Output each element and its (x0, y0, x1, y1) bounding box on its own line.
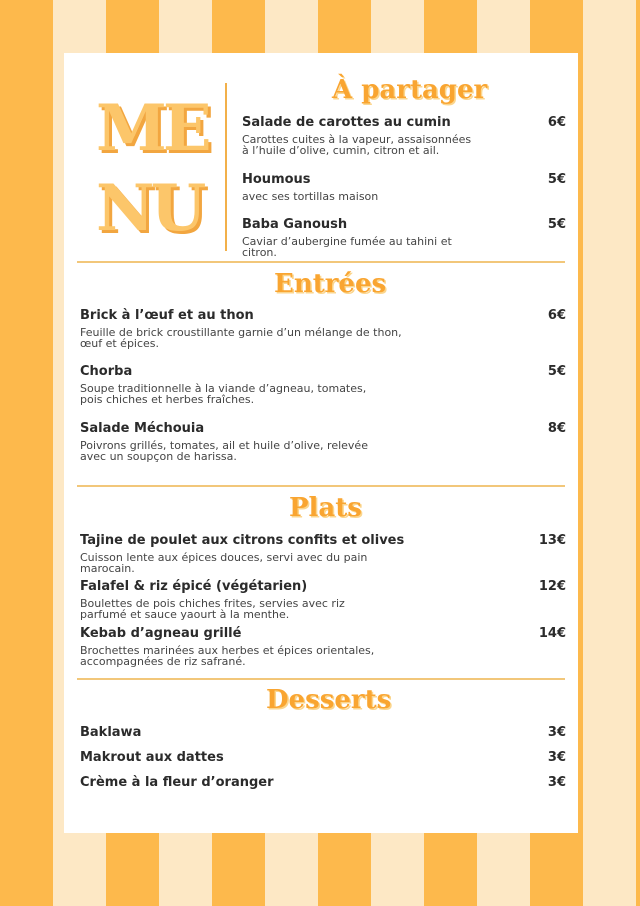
item-name: Salade de carottes au cumin (242, 115, 451, 130)
item-price: 3€ (547, 750, 566, 765)
item-description: Feuille de brick croustillante garnie d’un mélange de thon, œuf et épices. (80, 326, 402, 350)
item-name: Salade Méchouia (80, 421, 205, 436)
item-price: 14€ (538, 626, 566, 641)
item-price: 6€ (547, 308, 566, 323)
item-price: 13€ (538, 533, 566, 548)
menu-item (80, 364, 380, 405)
menu-item (80, 421, 380, 462)
logo-line-2: NU (96, 171, 203, 246)
item-price: 8€ (547, 421, 566, 436)
section-divider (77, 261, 565, 263)
menu-item (80, 725, 141, 740)
section-divider (77, 678, 565, 680)
item-description: Boulettes de pois chiches frites, servies avec riz parfumé et sauce yaourt à la menthe. (80, 597, 345, 621)
menu-item (80, 750, 224, 765)
logo-divider (225, 83, 227, 251)
item-price: 5€ (547, 364, 566, 379)
item-description: Soupe traditionnelle à la viande d’agneau, tomates, pois chiches et herbes fraîches. (80, 382, 367, 406)
item-price: 12€ (538, 579, 566, 594)
menu-item (242, 172, 472, 202)
menu-card (64, 53, 578, 833)
item-name: Brick à l’œuf et au thon (80, 308, 254, 323)
item-price: 6€ (547, 115, 566, 130)
section-title-plats: Plats (289, 493, 362, 523)
menu-item (242, 217, 457, 258)
item-description: Carottes cuites à la vapeur, assaisonnées à l’huile d’olive, cumin, citron et ail. (242, 133, 472, 157)
item-name: Falafel & riz épicé (végétarien) (80, 579, 308, 594)
item-description: Caviar d’aubergine fumée au tahini et citron. (242, 235, 452, 259)
item-price: 3€ (547, 775, 566, 790)
item-name: Makrout aux dattes (80, 750, 224, 765)
menu-item (242, 115, 472, 156)
item-price: 3€ (547, 725, 566, 740)
item-description: Poivrons grillés, tomates, ail et huile d’olive, relevée avec un soupçon de harissa. (80, 439, 368, 463)
item-description: Brochettes marinées aux herbes et épices orientales, accompagnées de riz safrané. (80, 644, 375, 668)
item-name: Baba Ganoush (242, 217, 348, 232)
item-name: Kebab d’agneau grillé (80, 626, 242, 641)
menu-item (80, 626, 390, 667)
section-title-partager: À partager (332, 75, 488, 105)
item-description: avec ses tortillas maison (242, 190, 379, 203)
menu-item (80, 533, 405, 575)
menu-item (80, 308, 420, 349)
item-price: 5€ (547, 172, 566, 187)
menu-logo (96, 89, 206, 249)
menu-item (80, 775, 274, 790)
item-name: Crème à la fleur d’oranger (80, 775, 274, 790)
menu-item (80, 579, 360, 620)
section-title-desserts: Desserts (266, 685, 392, 715)
item-name: Baklawa (80, 725, 142, 740)
logo-line-1: ME (96, 91, 208, 166)
section-title-entrees: Entrées (274, 269, 387, 299)
section-divider (77, 485, 565, 487)
item-name: Houmous (242, 172, 311, 187)
item-description: Cuisson lente aux épices douces, servi avec du pain marocain. (80, 551, 368, 575)
item-name: Chorba (80, 364, 133, 379)
item-name: Tajine de poulet aux citrons confits et olives (80, 533, 405, 548)
item-price: 5€ (547, 217, 566, 232)
